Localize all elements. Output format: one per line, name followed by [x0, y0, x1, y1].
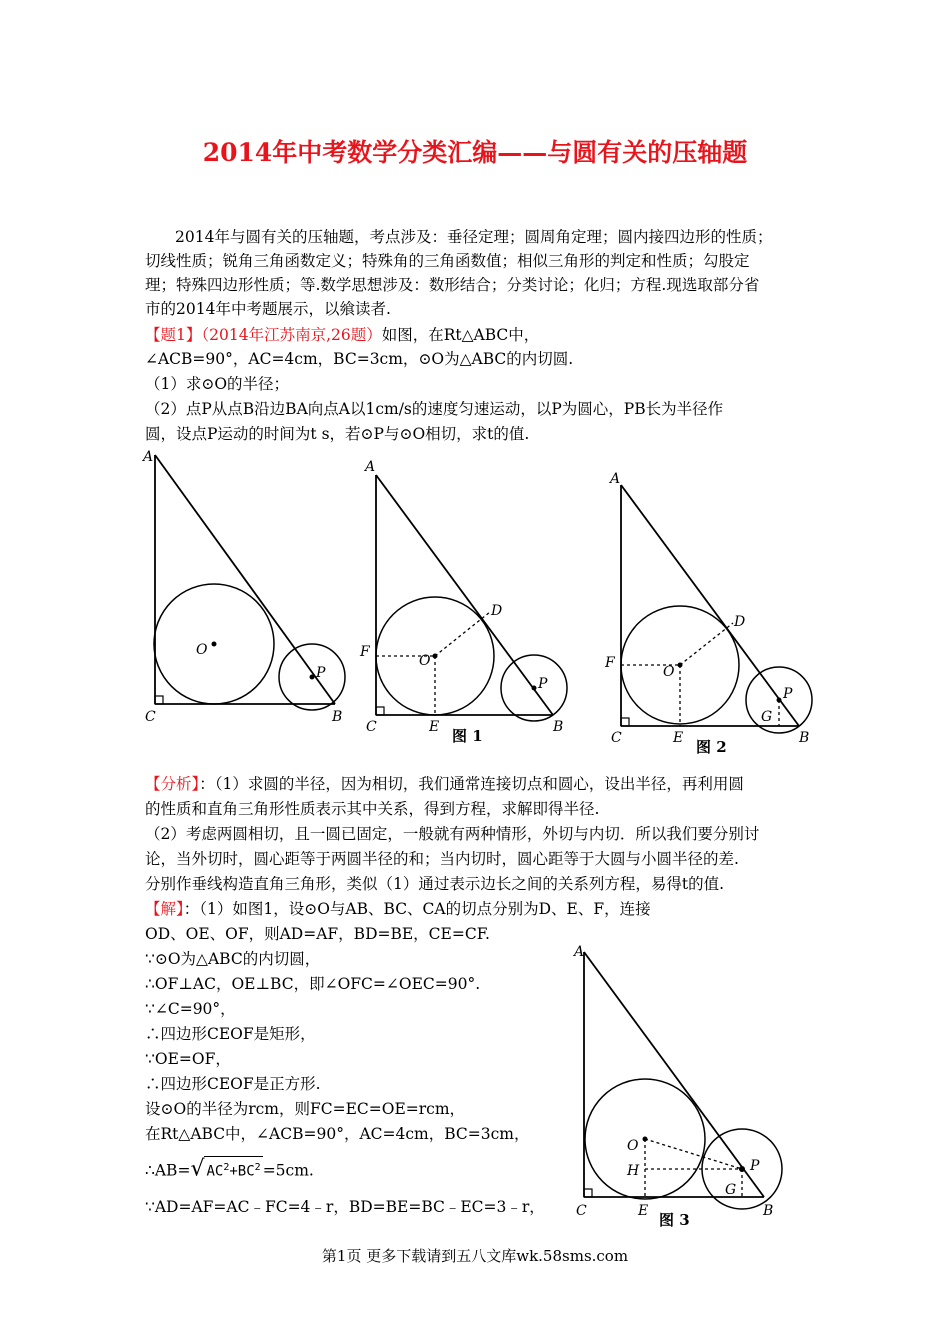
- caption-fig3: 图 3: [659, 1211, 690, 1229]
- label-p: P: [783, 686, 793, 702]
- radicand-bc: +BC: [229, 1163, 255, 1180]
- label-c: C: [145, 709, 156, 725]
- problem-question-1: （1）求⊙O的半径；: [145, 375, 290, 393]
- label-d: D: [491, 603, 503, 619]
- solution-line-1: [145, 898, 651, 920]
- solution-line-5: ∵∠C=90°，: [145, 1000, 236, 1018]
- side-ab: [376, 475, 553, 715]
- right-angle-mark: [155, 696, 163, 704]
- sqrt-sign: √: [190, 1156, 205, 1182]
- figure-problem: [140, 445, 360, 730]
- solution-line-8: ∴四边形CEOF是正方形.: [145, 1075, 321, 1093]
- solution-line-11: [145, 1156, 314, 1183]
- ab-formula-prefix: ∴AB=: [145, 1161, 191, 1180]
- radicand-ac: AC: [206, 1163, 224, 1180]
- solution-line-3: ∵⊙O为△ABC的内切圆，: [145, 950, 321, 968]
- solution-text-1: ：（1）如图1，设⊙O与AB、BC、CA的切点分别为D、E、F，连接: [183, 900, 651, 918]
- right-angle-mark: [621, 718, 629, 726]
- label-a: A: [610, 471, 621, 487]
- solution-line-7: ∵OE=OF，: [145, 1050, 231, 1068]
- exp-ac: 2: [223, 1162, 230, 1173]
- center-o: [678, 663, 683, 668]
- problem-conditions: ∠ACB=90°，AC=4cm，BC=3cm，⊙O为△ABC的内切圆.: [145, 350, 574, 368]
- label-g: G: [725, 1182, 737, 1198]
- label-a: A: [574, 944, 585, 960]
- label-p: P: [750, 1158, 760, 1174]
- label-g: G: [761, 709, 773, 725]
- label-c: C: [366, 719, 377, 735]
- label-o: O: [196, 642, 208, 658]
- side-ab: [155, 455, 335, 704]
- label-f: F: [605, 655, 615, 671]
- problem-question-2b: 圆，设点P运动的时间为t s，若⊙P与⊙O相切，求t的值.: [145, 425, 530, 443]
- right-angle-mark: [376, 707, 384, 715]
- label-p: P: [316, 665, 326, 681]
- intro-line-3: 理；特殊四边形性质；等.数学思想涉及：数形结合；分类讨论；化归；方程.现选取部分省: [145, 276, 760, 294]
- intro-line-1: 2014年与圆有关的压轴题，考点涉及：垂径定理；圆周角定理；圆内接四边形的性质；: [175, 228, 773, 246]
- label-e: E: [429, 719, 440, 735]
- label-p: P: [538, 676, 548, 692]
- label-o: O: [627, 1138, 639, 1154]
- problem-lead: 如图，在Rt△ABC中，: [381, 326, 540, 344]
- solution-line-9: 设⊙O的半径为rcm，则FC=EC=OE=rcm，: [145, 1100, 466, 1118]
- label-e: E: [638, 1203, 649, 1219]
- label-c: C: [611, 730, 622, 746]
- center-p: [532, 686, 537, 691]
- label-e: E: [673, 730, 684, 746]
- solution-line-12: ∵AD=AF=AC﹣FC=4﹣r，BD=BE=BC﹣EC=3﹣r，: [145, 1198, 545, 1216]
- center-p: [310, 675, 315, 680]
- page-footer: 第1页 更多下载请到五八文库wk.58sms.com: [321, 1247, 629, 1265]
- label-o: O: [419, 653, 431, 669]
- caption-fig1: 图 1: [452, 727, 483, 745]
- solution-line-4: ∴OF⊥AC，OE⊥BC，即∠OFC=∠OEC=90°.: [145, 975, 481, 993]
- problem-source: （2014年江苏南京,26题）: [201, 326, 382, 344]
- sqrt-radicand: [204, 1156, 262, 1183]
- center-o: [643, 1137, 648, 1142]
- solution-line-6: ∴四边形CEOF是矩形，: [145, 1025, 316, 1043]
- analysis-line-5: 分别作垂线构造直角三角形，类似（1）通过表示边长之间的关系列方程，易得t的值.: [145, 875, 725, 893]
- intro-line-2: 切线性质；锐角三角函数定义；特殊角的三角函数值；相似三角形的判定和性质；勾股定: [145, 252, 750, 270]
- right-angle-mark: [584, 1189, 592, 1197]
- label-o: O: [663, 664, 675, 680]
- center-o: [212, 642, 217, 647]
- solution-line-2: OD、OE、OF，则AD=AF，BD=BE，CE=CF.: [145, 925, 490, 943]
- center-o: [433, 654, 438, 659]
- figure-2: [600, 465, 830, 755]
- solution-tag: 【解】: [145, 900, 184, 918]
- label-c: C: [576, 1203, 587, 1219]
- label-d: D: [734, 614, 746, 630]
- side-ab: [584, 952, 764, 1197]
- exp-bc: 2: [254, 1162, 261, 1173]
- analysis-line-1: [145, 773, 744, 795]
- intro-line-4: 市的2014年中考题展示，以飨读者.: [145, 300, 391, 318]
- label-f: F: [360, 644, 370, 660]
- center-p: [777, 698, 782, 703]
- ab-formula-result: =5cm.: [262, 1161, 314, 1180]
- side-ab: [621, 485, 799, 726]
- segment-op: [645, 1139, 742, 1169]
- analysis-line-2: 的性质和直角三角形性质表示其中关系，得到方程，求解即得半径.: [145, 800, 600, 818]
- label-h: H: [627, 1163, 640, 1179]
- page-title: 2014年中考数学分类汇编——与圆有关的压轴题: [202, 138, 748, 167]
- problem-header: [145, 324, 539, 346]
- problem-question-2a: （2）点P从点B沿边BA向点A以1cm/s的速度匀速运动，以P为圆心，PB长为半径作: [145, 400, 724, 418]
- label-b: B: [332, 709, 343, 725]
- solution-line-10: 在Rt△ABC中，∠ACB=90°，AC=4cm，BC=3cm，: [145, 1125, 530, 1143]
- label-a: A: [143, 449, 154, 465]
- label-b: B: [799, 730, 810, 746]
- center-p: [739, 1166, 745, 1172]
- problem-tag: 【题1】: [145, 326, 202, 344]
- analysis-tag: 【分析】: [145, 775, 200, 793]
- label-a: A: [365, 459, 376, 475]
- analysis-line-4: 论，当外切时，圆心距等于两圆半径的和；当内切时，圆心距等于大圆与小圆半径的差.: [145, 850, 739, 868]
- label-b: B: [763, 1203, 774, 1219]
- segment-od: [680, 623, 733, 665]
- caption-fig2: 图 2: [696, 738, 727, 756]
- figure-3: [565, 940, 795, 1230]
- analysis-text-1: ：（1）求圆的半径，因为相切，我们通常连接切点和圆心，设出半径，再利用圆: [199, 775, 744, 793]
- figure-1: [355, 455, 585, 745]
- label-b: B: [553, 719, 564, 735]
- analysis-line-3: （2）考虑两圆相切，且一圆已固定，一般就有两种情形，外切与内切．所以我们要分别讨: [145, 825, 760, 843]
